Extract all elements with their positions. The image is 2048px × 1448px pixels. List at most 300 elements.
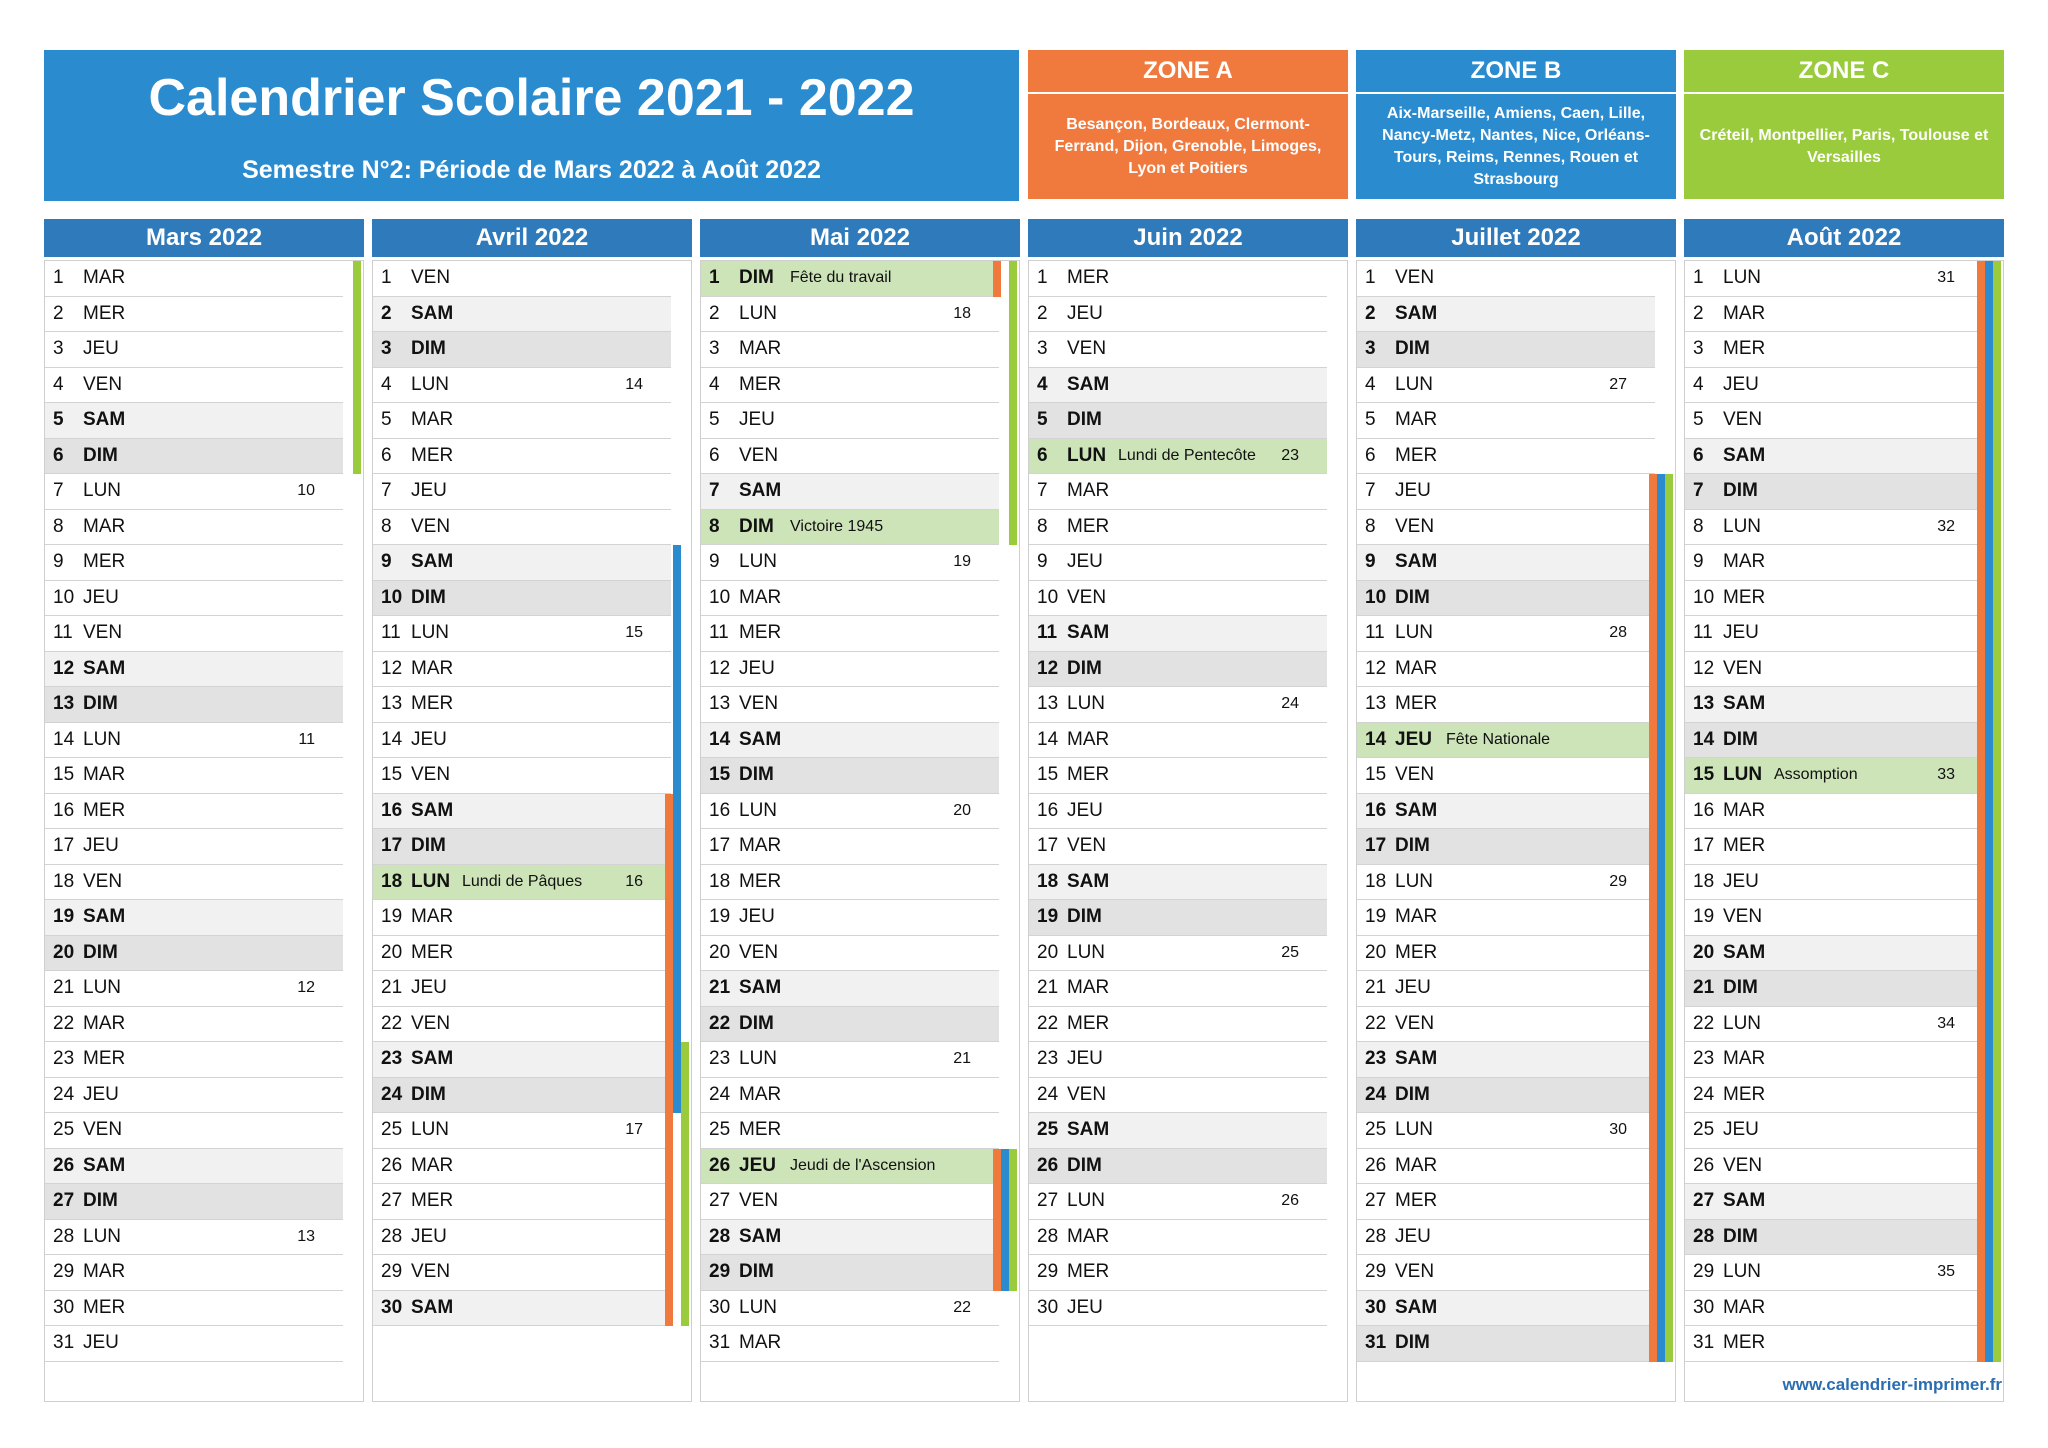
day-name: LUN xyxy=(411,1119,450,1140)
day-number: 22 xyxy=(1037,1012,1059,1034)
day-name: MER xyxy=(739,1119,782,1140)
day-name: SAM xyxy=(411,551,454,572)
day-name: SAM xyxy=(83,657,126,679)
day-number: 3 xyxy=(1037,338,1048,359)
day-number: 22 xyxy=(1693,1012,1715,1034)
day-number: 6 xyxy=(1365,444,1376,466)
day-row xyxy=(1685,1326,1983,1362)
day-row xyxy=(1685,971,1983,1007)
day-number: 16 xyxy=(1693,799,1715,821)
week-number: 35 xyxy=(1937,1263,1955,1280)
day-name: MAR xyxy=(83,1261,126,1282)
day-number: 23 xyxy=(1365,1048,1387,1069)
day-row xyxy=(1029,1220,1327,1256)
day-row xyxy=(45,581,343,617)
month-column xyxy=(1356,219,1676,1402)
day-number: 8 xyxy=(1693,515,1704,537)
day-number: 16 xyxy=(53,799,75,821)
day-number: 6 xyxy=(709,444,720,466)
day-row xyxy=(701,1042,999,1078)
day-number: 11 xyxy=(1037,622,1058,643)
day-number: 29 xyxy=(1037,1261,1059,1282)
day-name: MAR xyxy=(411,1154,454,1176)
day-row xyxy=(1029,403,1327,439)
day-row xyxy=(1029,1078,1327,1114)
day-name: VEN xyxy=(1395,764,1435,785)
day-row xyxy=(701,900,999,936)
day-number: 10 xyxy=(381,586,403,608)
website-link[interactable]: www.calendrier-imprimer.fr xyxy=(1782,1375,2002,1394)
day-row xyxy=(701,439,999,475)
day-name: MER xyxy=(1395,444,1438,466)
day-row xyxy=(1029,652,1327,688)
day-row xyxy=(1357,758,1655,794)
day-row xyxy=(701,510,999,546)
day-number: 6 xyxy=(1693,444,1704,466)
day-row xyxy=(1357,865,1655,901)
day-row xyxy=(1029,1255,1327,1291)
day-row xyxy=(1685,1149,1983,1185)
day-row xyxy=(1357,652,1655,688)
day-number: 11 xyxy=(1693,622,1713,643)
day-row xyxy=(1357,1326,1655,1362)
day-number: 5 xyxy=(1693,409,1704,430)
day-name: LUN xyxy=(1723,1261,1762,1282)
day-name: MAR xyxy=(1395,409,1438,430)
day-number: 17 xyxy=(1693,835,1715,856)
day-number: 28 xyxy=(709,1225,731,1247)
day-number: 1 xyxy=(381,267,392,288)
day-number: 4 xyxy=(1037,373,1048,395)
day-row xyxy=(1685,1113,1983,1149)
day-name: VEN xyxy=(739,1190,779,1211)
day-row xyxy=(1357,368,1655,404)
day-number: 24 xyxy=(709,1083,731,1105)
day-number: 11 xyxy=(53,622,73,643)
day-number: 16 xyxy=(1037,799,1059,821)
day-row xyxy=(45,1042,343,1078)
day-number: 13 xyxy=(381,693,403,714)
day-name: MAR xyxy=(1395,1154,1438,1176)
day-row xyxy=(45,865,343,901)
day-name: LUN xyxy=(1067,693,1106,714)
day-name: JEU xyxy=(1723,870,1759,892)
day-row xyxy=(45,297,343,333)
week-number: 12 xyxy=(297,979,315,996)
day-number: 7 xyxy=(709,480,720,501)
day-row xyxy=(1685,368,1983,404)
day-row xyxy=(1685,261,1983,297)
day-name: MER xyxy=(83,551,126,572)
day-name: MAR xyxy=(1395,657,1438,679)
day-row xyxy=(701,1291,999,1327)
day-name: VEN xyxy=(1067,1083,1107,1105)
day-row xyxy=(45,368,343,404)
day-name: SAM xyxy=(1723,941,1766,963)
day-row xyxy=(1357,1255,1655,1291)
day-number: 23 xyxy=(53,1048,75,1069)
day-number: 25 xyxy=(709,1119,731,1140)
day-name: MER xyxy=(739,373,782,395)
day-row xyxy=(701,616,999,652)
day-number: 8 xyxy=(709,515,720,537)
day-row xyxy=(1685,829,1983,865)
day-number: 9 xyxy=(53,551,64,572)
day-number: 24 xyxy=(1693,1083,1715,1105)
day-name: JEU xyxy=(83,586,119,608)
day-name: MAR xyxy=(1395,906,1438,927)
day-number: 18 xyxy=(1365,870,1387,892)
day-name: LUN xyxy=(83,480,122,501)
day-number: 24 xyxy=(53,1083,75,1105)
day-number: 27 xyxy=(709,1190,731,1211)
week-number: 24 xyxy=(1281,695,1299,712)
day-name: JEU xyxy=(83,1083,119,1105)
day-name: DIM xyxy=(739,515,774,537)
day-name: VEN xyxy=(1067,338,1107,359)
day-row xyxy=(373,794,671,830)
day-name: SAM xyxy=(1395,1048,1438,1069)
day-number: 15 xyxy=(1037,764,1059,785)
day-name: VEN xyxy=(1723,1154,1763,1176)
day-number: 13 xyxy=(1693,693,1715,714)
day-name: JEU xyxy=(1395,728,1432,750)
day-name: DIM xyxy=(1723,1225,1758,1247)
day-number: 10 xyxy=(53,586,75,608)
day-number: 2 xyxy=(1693,302,1704,324)
day-name: DIM xyxy=(1067,906,1102,927)
day-number: 2 xyxy=(709,302,720,324)
day-row xyxy=(1357,510,1655,546)
day-row xyxy=(1029,865,1327,901)
month-header: Mai 2022 xyxy=(700,219,1020,257)
day-number: 5 xyxy=(1037,409,1048,430)
day-name: MER xyxy=(411,693,454,714)
day-row xyxy=(1029,1149,1327,1185)
day-name: SAM xyxy=(739,977,782,998)
day-row xyxy=(373,865,671,901)
day-number: 13 xyxy=(1037,693,1059,714)
day-name: VEN xyxy=(739,444,779,466)
day-row xyxy=(1357,581,1655,617)
day-name: DIM xyxy=(1067,657,1102,679)
day-name: VEN xyxy=(1395,1012,1435,1034)
day-name: JEU xyxy=(1067,799,1103,821)
day-row xyxy=(701,829,999,865)
day-row xyxy=(701,687,999,723)
day-name: DIM xyxy=(739,764,774,785)
day-number: 28 xyxy=(381,1225,403,1247)
day-row xyxy=(1357,1291,1655,1327)
vacation-bar-zone-c xyxy=(1665,474,1673,1362)
day-row xyxy=(701,261,999,297)
day-name: SAM xyxy=(739,728,782,750)
day-row xyxy=(1029,687,1327,723)
day-number: 3 xyxy=(709,338,720,359)
day-name: MER xyxy=(83,1048,126,1069)
day-row xyxy=(45,936,343,972)
day-number: 18 xyxy=(53,870,75,892)
day-name: LUN xyxy=(1395,373,1434,395)
day-number: 9 xyxy=(709,551,720,572)
day-name: SAM xyxy=(1067,870,1110,892)
day-name: MER xyxy=(1395,1190,1438,1211)
day-name: SAM xyxy=(411,302,454,324)
day-row xyxy=(373,510,671,546)
day-number: 26 xyxy=(1037,1154,1059,1176)
day-row xyxy=(1685,510,1983,546)
day-row xyxy=(1357,829,1655,865)
day-number: 20 xyxy=(1037,941,1059,963)
day-number: 30 xyxy=(1365,1296,1387,1318)
month-header: Mars 2022 xyxy=(44,219,364,257)
day-name: MAR xyxy=(739,835,782,856)
day-name: DIM xyxy=(411,1083,446,1105)
day-number: 5 xyxy=(53,409,64,430)
week-number: 30 xyxy=(1609,1121,1627,1138)
day-number: 29 xyxy=(53,1261,75,1282)
month-days xyxy=(44,260,364,1402)
day-name: JEU xyxy=(1723,622,1759,643)
day-row xyxy=(1029,545,1327,581)
day-number: 28 xyxy=(1037,1225,1059,1247)
day-row xyxy=(1357,794,1655,830)
day-name: LUN xyxy=(83,1225,122,1247)
month-days xyxy=(1684,260,2004,1402)
day-row xyxy=(45,1326,343,1362)
day-number: 12 xyxy=(1037,657,1059,679)
day-number: 17 xyxy=(1365,835,1387,856)
day-name: MER xyxy=(1723,338,1766,359)
day-row xyxy=(1357,403,1655,439)
day-number: 11 xyxy=(1365,622,1385,643)
day-name: SAM xyxy=(83,1154,126,1176)
day-number: 25 xyxy=(381,1119,403,1140)
day-name: JEU xyxy=(1067,551,1103,572)
week-number: 32 xyxy=(1937,517,1955,535)
day-name: MAR xyxy=(1067,977,1110,998)
day-name: DIM xyxy=(83,941,118,963)
month-column xyxy=(1684,219,2004,1402)
day-row xyxy=(373,332,671,368)
day-row xyxy=(1357,332,1655,368)
day-name: MER xyxy=(1395,693,1438,714)
week-number: 25 xyxy=(1281,943,1299,961)
day-row xyxy=(45,616,343,652)
page-title: Calendrier Scolaire 2021 - 2022 xyxy=(148,69,915,127)
day-number: 1 xyxy=(1693,267,1704,288)
day-row xyxy=(1029,758,1327,794)
day-row xyxy=(45,758,343,794)
day-row xyxy=(701,1326,999,1362)
day-number: 30 xyxy=(709,1296,731,1318)
day-row xyxy=(1029,1113,1327,1149)
day-name: LUN xyxy=(1395,622,1434,643)
day-number: 25 xyxy=(1365,1119,1387,1140)
zone-c-title: ZONE C xyxy=(1684,50,2004,94)
day-name: DIM xyxy=(1723,480,1758,501)
day-row xyxy=(701,332,999,368)
month-column xyxy=(700,219,1020,1402)
day-number: 27 xyxy=(381,1190,403,1211)
day-row xyxy=(1029,474,1327,510)
day-row xyxy=(1357,616,1655,652)
day-row xyxy=(45,1291,343,1327)
day-name: SAM xyxy=(1723,693,1766,714)
day-number: 29 xyxy=(1693,1261,1715,1282)
day-row xyxy=(373,545,671,581)
day-number: 13 xyxy=(1365,693,1387,714)
day-row xyxy=(373,439,671,475)
day-row xyxy=(373,1255,671,1291)
week-number: 17 xyxy=(625,1121,643,1138)
day-row xyxy=(1357,474,1655,510)
week-number: 33 xyxy=(1937,766,1955,783)
day-name: MAR xyxy=(739,1083,782,1105)
day-row xyxy=(45,723,343,759)
day-name: DIM xyxy=(1395,1083,1430,1105)
day-row xyxy=(1357,971,1655,1007)
day-row xyxy=(1357,297,1655,333)
day-row xyxy=(373,1113,671,1149)
day-row xyxy=(1685,687,1983,723)
day-name: SAM xyxy=(739,480,782,501)
day-row xyxy=(45,403,343,439)
day-row xyxy=(373,1184,671,1220)
day-row xyxy=(373,616,671,652)
day-row xyxy=(1685,900,1983,936)
day-name: VEN xyxy=(411,267,451,288)
day-number: 14 xyxy=(1365,728,1387,750)
day-name: MER xyxy=(739,622,782,643)
day-number: 6 xyxy=(53,444,64,466)
day-number: 1 xyxy=(709,267,720,288)
day-number: 30 xyxy=(1693,1296,1715,1318)
day-row xyxy=(1357,1220,1655,1256)
day-name: MAR xyxy=(411,906,454,927)
day-row xyxy=(373,581,671,617)
vacation-bar-zone-b xyxy=(673,545,681,1113)
vacation-bar-zone-a xyxy=(993,261,1001,297)
day-number: 7 xyxy=(1037,480,1048,501)
day-number: 31 xyxy=(1693,1332,1715,1353)
day-row xyxy=(45,1078,343,1114)
vacation-bar-zone-c xyxy=(1009,261,1017,545)
day-name: VEN xyxy=(1395,515,1435,537)
day-number: 26 xyxy=(381,1154,403,1176)
day-name: VEN xyxy=(83,373,123,395)
day-number: 30 xyxy=(53,1296,75,1318)
day-row xyxy=(373,403,671,439)
day-name: VEN xyxy=(1723,657,1763,679)
day-row xyxy=(701,297,999,333)
day-name: VEN xyxy=(1723,409,1763,430)
day-row xyxy=(1357,723,1655,759)
day-name: DIM xyxy=(1067,409,1102,430)
day-name: MAR xyxy=(1723,551,1766,572)
day-number: 18 xyxy=(381,870,403,892)
day-number: 12 xyxy=(53,657,75,679)
day-row xyxy=(45,261,343,297)
day-name: SAM xyxy=(83,409,126,430)
day-name: VEN xyxy=(1395,1261,1435,1282)
day-row xyxy=(1029,936,1327,972)
zone-c-cities: Créteil, Montpellier, Paris, Toulouse et Versailles xyxy=(1699,126,1989,166)
day-number: 12 xyxy=(709,657,731,679)
day-row xyxy=(1685,474,1983,510)
day-row xyxy=(701,1149,999,1185)
day-row xyxy=(1685,758,1983,794)
day-name: LUN xyxy=(1067,941,1106,963)
day-name: SAM xyxy=(1067,373,1110,395)
day-name: MAR xyxy=(83,1012,126,1034)
day-row xyxy=(373,1007,671,1043)
day-name: LUN xyxy=(739,799,778,821)
day-row xyxy=(1685,581,1983,617)
day-number: 31 xyxy=(709,1332,731,1353)
day-name: LUN xyxy=(1395,870,1434,892)
day-name: MER xyxy=(739,870,782,892)
month-header: Juin 2022 xyxy=(1028,219,1348,257)
day-row xyxy=(45,1113,343,1149)
day-number: 31 xyxy=(1365,1332,1387,1353)
day-row xyxy=(373,1042,671,1078)
day-name: SAM xyxy=(739,1225,782,1247)
day-number: 31 xyxy=(53,1332,75,1353)
day-name: SAM xyxy=(1723,1190,1766,1211)
day-row xyxy=(373,1291,671,1327)
zone-c-box xyxy=(1684,50,2004,199)
day-row xyxy=(1029,1184,1327,1220)
day-number: 27 xyxy=(1037,1190,1059,1211)
holiday-label: Fête du travail xyxy=(790,269,892,286)
day-number: 4 xyxy=(1693,373,1704,395)
day-name: SAM xyxy=(83,906,126,927)
day-number: 12 xyxy=(1365,657,1387,679)
day-number: 2 xyxy=(53,302,64,324)
day-number: 6 xyxy=(381,444,392,466)
day-name: MER xyxy=(83,302,126,324)
day-number: 4 xyxy=(381,373,392,395)
day-row xyxy=(45,332,343,368)
day-row xyxy=(373,1220,671,1256)
month-days xyxy=(1028,260,1348,1402)
day-row xyxy=(373,297,671,333)
day-name: LUN xyxy=(411,373,450,395)
day-row xyxy=(701,1255,999,1291)
day-number: 18 xyxy=(1693,870,1715,892)
day-number: 23 xyxy=(1037,1048,1059,1069)
day-row xyxy=(45,1184,343,1220)
day-row xyxy=(373,687,671,723)
day-row xyxy=(1357,1042,1655,1078)
day-row xyxy=(1029,297,1327,333)
day-number: 1 xyxy=(1365,267,1376,288)
day-number: 19 xyxy=(53,906,75,927)
day-name: LUN xyxy=(83,728,122,750)
day-number: 13 xyxy=(53,693,75,714)
day-name: MAR xyxy=(411,657,454,679)
day-row xyxy=(1029,1291,1327,1327)
vacation-bar-zone-c xyxy=(681,1042,689,1326)
day-row xyxy=(45,794,343,830)
day-number: 29 xyxy=(709,1261,731,1282)
day-row xyxy=(1685,403,1983,439)
day-name: JEU xyxy=(1067,302,1103,324)
day-row xyxy=(45,1007,343,1043)
day-name: MAR xyxy=(83,764,126,785)
day-row xyxy=(373,936,671,972)
